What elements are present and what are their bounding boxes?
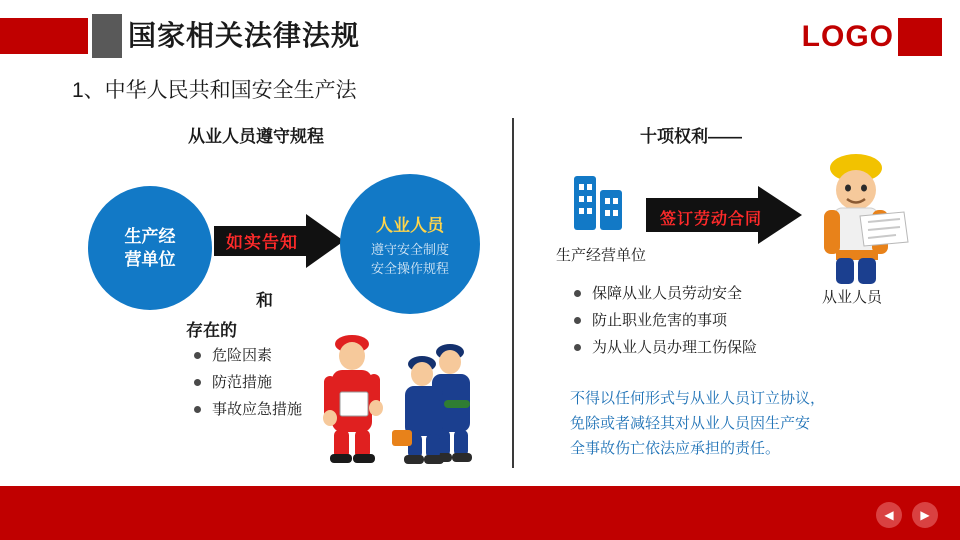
circle-employee-title: 人业人员 [376, 215, 444, 235]
left-section-heading: 从业人员遵守规程 [188, 127, 324, 146]
legal-note-line2: 免除或者减轻其对从业人员因生产安 [570, 415, 811, 432]
list-item: 防止职业危害的事项 [572, 307, 757, 334]
logo: LOGO [801, 20, 894, 53]
list-item: 事故应急措施 [192, 396, 302, 423]
arrow-contract-label: 签订劳动合同 [660, 211, 763, 228]
exists-label: 存在的 [186, 321, 237, 340]
slide-header [0, 0, 960, 70]
list-item: 保障从业人员劳动安全 [572, 280, 757, 307]
circle-production-unit-line1: 生产经 [124, 227, 176, 246]
legal-note-line3: 全事故伤亡依法应承担的责任。 [570, 440, 781, 457]
worker-illustration [800, 146, 920, 286]
subtitle: 1、中华人民共和国安全生产法 [72, 79, 357, 102]
list-item: 危险因素 [192, 342, 302, 369]
employee-label: 从业人员 [822, 289, 883, 306]
arrow-inform-label: 如实告知 [226, 233, 298, 252]
legal-note [570, 386, 900, 461]
circle-employee-sub-line1: 遵守安全制度 [370, 241, 449, 257]
workers-illustration [310, 326, 510, 466]
circle-employee-sub-line2: 安全操作规程 [370, 260, 449, 276]
circle-production-unit [88, 186, 212, 310]
header-gray-block [92, 14, 122, 58]
list-item: 为从业人员办理工伤保险 [572, 334, 757, 361]
left-bullet-list [192, 342, 302, 423]
conjunction-label: 和 [256, 291, 273, 310]
list-item: 防范措施 [192, 369, 302, 396]
next-slide-button[interactable]: ▶ [912, 502, 938, 528]
footer-bar [0, 486, 960, 540]
production-unit-label: 生产经营单位 [556, 247, 647, 264]
prev-slide-button[interactable]: ◀ [876, 502, 902, 528]
circle-production-unit-line2: 营单位 [124, 250, 176, 269]
right-section-heading: 十项权利—— [640, 127, 742, 146]
legal-note-line1: 不得以任何形式与从业人员订立协议， [570, 390, 826, 407]
vertical-divider [512, 118, 514, 468]
right-bullet-list [572, 280, 757, 361]
slide-navigation [876, 502, 938, 528]
page-title: 国家相关法律法规 [128, 20, 361, 51]
circle-employee [340, 174, 480, 314]
header-red-block-left [0, 18, 88, 54]
header-red-block-right [898, 18, 942, 56]
building-icon [570, 168, 626, 234]
